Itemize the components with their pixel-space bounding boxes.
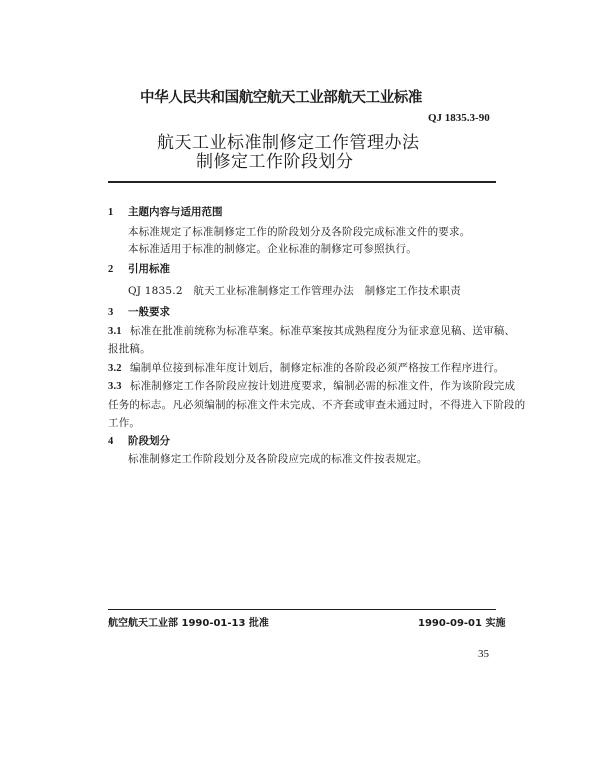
approval-note: 航空航天工业部 1990-01-13 批准 <box>108 618 269 629</box>
section-title: 引用标准 <box>128 263 170 275</box>
clause-text: 任务的标志。凡必须编制的标准文件未完成、不齐套或审查未通过时，不得进入下阶段的 <box>108 399 526 411</box>
clause-text: 标准制修定工作各阶段应按计划进度要求，编制必需的标准文件，作为该阶段完成 <box>130 380 516 392</box>
standard-code: QJ 1835.3-90 <box>428 112 490 124</box>
effective-date: 1990-09-01 实施 <box>418 618 506 629</box>
paragraph: 标准制修定工作阶段划分及各阶段应完成的标准文件按表规定。 <box>128 453 428 465</box>
clause-number: 3.1 <box>108 326 122 337</box>
clause-text: 标准在批准前统称为标准草案。标准草案按其成熟程度分为征求意见稿、送审稿、 <box>130 325 516 337</box>
clause-3-2 <box>108 360 505 375</box>
title-line-1: 航天工业标准制修定工作管理办法 <box>157 133 420 153</box>
clause-3-1 <box>108 323 515 338</box>
title-line-2: 制修定工作阶段划分 <box>196 152 354 172</box>
reference-item: QJ 1835.2 航天工业标准制修定工作管理办法 制修定工作技术职责 <box>128 285 461 297</box>
section-1-heading <box>108 204 223 219</box>
paragraph: 本标准适用于标准的制修定。企业标准的制修定可参照执行。 <box>128 243 417 255</box>
section-3-heading <box>108 304 170 319</box>
clause-text: 报批稿。 <box>108 343 151 355</box>
issuer-heading: 中华人民共和国航空航天工业部航天工业标准 <box>140 90 422 106</box>
clause-text: 编制单位接到标准年度计划后，制修定标准的各阶段必须严格按工作程序进行。 <box>130 362 505 374</box>
section-number: 2 <box>108 264 114 275</box>
clause-number: 3.2 <box>108 363 122 374</box>
page-number: 35 <box>478 648 489 660</box>
header-rule <box>108 181 496 183</box>
section-4-heading <box>108 433 170 448</box>
section-title: 主题内容与适用范围 <box>128 206 223 218</box>
section-number: 3 <box>108 307 114 318</box>
clause-number: 3.3 <box>108 381 122 392</box>
footer-rule <box>108 609 496 610</box>
section-number: 4 <box>108 436 114 447</box>
section-number: 1 <box>108 207 114 218</box>
section-title: 一般要求 <box>128 306 170 318</box>
section-title: 阶段划分 <box>128 435 170 447</box>
paragraph: 本标准规定了标准制修定工作的阶段划分及各阶段完成标准文件的要求。 <box>128 226 471 238</box>
clause-text: 工作。 <box>108 417 141 429</box>
clause-3-3 <box>108 378 515 393</box>
section-2-heading <box>108 261 170 276</box>
